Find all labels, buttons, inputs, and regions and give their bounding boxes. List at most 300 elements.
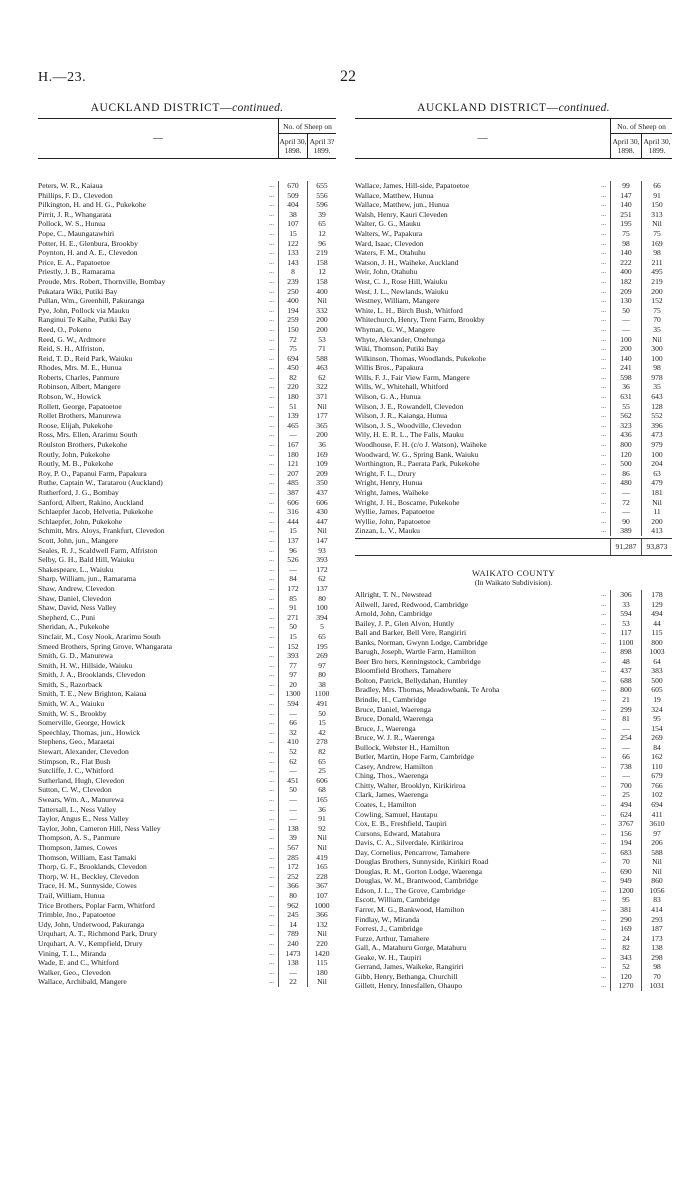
leader-dots: ... [269, 978, 274, 986]
sheep-1899: 556 [307, 191, 336, 201]
sheep-1898: — [610, 743, 641, 753]
leader-dots: ... [269, 757, 274, 765]
owner-name: Wily, H. E. R. L., The Falls, Mauku [355, 430, 464, 440]
leader-dots: ... [269, 258, 274, 266]
leader-dots: ... [601, 373, 606, 381]
sheep-1899: 66 [641, 181, 672, 191]
sheep-1898: 77 [278, 661, 307, 671]
owner-name: Smith, S., Razorback [38, 679, 103, 689]
table-row [38, 632, 336, 642]
owner-name: Bloomfield Brothers, Tamahere [355, 666, 452, 676]
sheep-1899: Nil [307, 833, 336, 843]
owner-name: Roy, P. O., Papanui Farm, Papakura [38, 468, 147, 478]
sheep-1898: 949 [610, 876, 641, 886]
table-row [38, 939, 336, 949]
sheep-1899: 64 [641, 657, 672, 667]
leader-dots: ... [601, 412, 606, 420]
sheep-1899: 15 [307, 718, 336, 728]
owner-name: Shepherd, C., Puni [38, 612, 96, 622]
sheep-1899: 110 [641, 762, 672, 772]
leader-dots: ... [601, 393, 606, 401]
sheep-1899: 978 [641, 373, 672, 383]
sheep-1898: 100 [610, 335, 641, 345]
owner-name: Sanford, Albert, Rakino, Auckland [38, 497, 144, 507]
table-row [355, 790, 672, 800]
table-row [355, 191, 672, 201]
owner-name: Allright, T. N., Newstead [355, 589, 432, 599]
leader-dots: ... [269, 536, 274, 544]
sheep-1898: 15 [278, 632, 307, 642]
table-row [355, 373, 672, 383]
owner-name: Douglas, R. M., Gorton Lodge, Waerenga [355, 866, 483, 876]
leader-dots: ... [269, 805, 274, 813]
sheep-1898: 343 [610, 953, 641, 963]
sheep-1898: 147 [610, 191, 641, 201]
sheep-1898: 140 [610, 354, 641, 364]
sheep-1899: 430 [307, 507, 336, 517]
table-row [38, 843, 336, 853]
sheep-1899: 400 [307, 287, 336, 297]
sheep-1899: 679 [641, 771, 672, 781]
leader-dots: ... [269, 489, 274, 496]
leader-dots: ... [269, 210, 274, 218]
sheep-1899: 1000 [307, 901, 336, 911]
leader-dots: ... [269, 508, 274, 516]
owner-name: Swears, Wm. A., Manurewa [38, 795, 124, 804]
sheep-1899: 411 [641, 810, 672, 820]
leader-dots: ... [269, 930, 274, 938]
table-row [38, 517, 336, 527]
table-row [355, 981, 672, 991]
table-row [38, 881, 336, 891]
sheep-1899: 102 [641, 790, 672, 800]
leader-dots: ... [269, 632, 274, 640]
sheep-1898: 259 [278, 315, 307, 325]
table-row [38, 478, 336, 488]
owner-name: Woodhouse, F. H. (c/o J. Watson), Waiheke [355, 440, 487, 450]
table-row [355, 306, 672, 316]
leader-dots: ... [601, 201, 606, 209]
leader-dots: ... [601, 287, 606, 295]
sheep-1898: 25 [610, 790, 641, 800]
sheep-1899: 169 [307, 450, 336, 460]
sheep-1899: 5 [307, 622, 336, 632]
right-column-header [355, 118, 672, 159]
leader-dots: ... [269, 920, 274, 928]
sheep-1899: Nil [641, 335, 672, 345]
leader-dots: ... [269, 383, 274, 391]
sheep-1899: 178 [641, 590, 672, 600]
table-row [355, 829, 672, 839]
sheep-1898: 72 [610, 498, 641, 508]
owner-name: Phillips, F. D., Clevedon [38, 190, 113, 200]
sheep-1899: 1056 [641, 886, 672, 896]
owner-name: Woodward, W. G., Spring Bank, Waiuku [355, 449, 479, 459]
table-row [38, 872, 336, 882]
table-row [355, 647, 672, 657]
sheep-1898: 15 [278, 526, 307, 536]
sheep-1899: 979 [641, 440, 672, 450]
owner-name: Whyte, Alexander, Onehunga [355, 334, 445, 344]
leader-dots: ... [269, 690, 274, 698]
table-row [355, 905, 672, 915]
sheep-1899: 181 [641, 488, 672, 498]
leader-dots: ... [601, 517, 606, 525]
owner-name: Reed, O., Pokeno [38, 324, 92, 334]
table-row [38, 584, 336, 594]
table-row [38, 440, 336, 450]
leader-dots: ... [601, 638, 606, 646]
leader-dots: ... [269, 738, 274, 746]
sheep-1898: 48 [610, 657, 641, 667]
leader-dots: ... [601, 619, 606, 627]
owner-name: Somerville, George, Howick [38, 718, 126, 728]
owner-name: Edson, J. L., The Grove, Cambridge [355, 885, 465, 895]
sheep-1899: 82 [307, 747, 336, 757]
owner-name: Ailwell, Jared, Redwood, Cambridge [355, 599, 469, 609]
owner-name: Urquhart, A. V., Kempfield, Drury [38, 938, 143, 948]
leader-dots: ... [601, 906, 606, 914]
sheep-1898: 690 [610, 867, 641, 877]
table-row [355, 277, 672, 287]
sheep-1898: 239 [278, 277, 307, 287]
sheep-1898: 404 [278, 200, 307, 210]
sheep-1898: 400 [610, 267, 641, 277]
sheep-1899: 413 [641, 526, 672, 536]
leader-dots: ... [269, 412, 274, 420]
sheep-1898: 3767 [610, 819, 641, 829]
sheep-1898: 381 [610, 905, 641, 915]
table-row [355, 972, 672, 982]
leader-dots: ... [269, 345, 274, 353]
sheep-1898: 138 [278, 824, 307, 834]
sheep-1898: 96 [278, 546, 307, 556]
sheep-1899: 75 [641, 306, 672, 316]
leader-dots: ... [269, 431, 274, 439]
owner-name: Tattersall, L., Ness Valley [38, 804, 117, 814]
sheep-1899: 38 [307, 680, 336, 690]
table-row [38, 296, 336, 306]
owner-name: Ching, Thos., Waerenga [355, 771, 429, 781]
table-row [38, 430, 336, 440]
table-row [38, 642, 336, 652]
owner-name: Whitechurch, Henry, Trent Farm, Brookby [355, 315, 485, 325]
table-row [355, 810, 672, 820]
sheep-1898: 24 [610, 934, 641, 944]
sheep-1899: 495 [641, 267, 672, 277]
sheep-1898: 789 [278, 929, 307, 939]
table-row [355, 258, 672, 268]
sheep-1898: 133 [278, 248, 307, 258]
owner-name: Selby, G. H., Bald Hill, Waiuku [38, 555, 135, 565]
owner-name: Waters, F. M., Otahuhu [355, 248, 426, 258]
left-column [38, 102, 336, 987]
sheep-1898: 389 [610, 526, 641, 536]
owner-name: Schlaepfer Jacob, Helvetia, Pukekohe [38, 507, 153, 517]
leader-dots: ... [269, 872, 274, 880]
owner-name: Westney, William, Mangere [355, 296, 440, 306]
sheep-1898: 509 [278, 191, 307, 201]
table-row [355, 267, 672, 277]
sheep-1898: 1473 [278, 949, 307, 959]
sheep-1898: 598 [610, 373, 641, 383]
sheep-1898: 143 [278, 258, 307, 268]
name-column-header: — [477, 133, 488, 144]
sheep-1899: 437 [307, 488, 336, 498]
owner-name: Worthington, R., Paerata Park, Pukekohe [355, 459, 480, 469]
table-row [355, 450, 672, 460]
owner-name: Sutcliffe, J. C., Whitford [38, 766, 114, 776]
sheep-1898: 138 [278, 958, 307, 968]
sheep-1898: — [610, 325, 641, 335]
table-row [355, 915, 672, 925]
sheep-1899: 324 [641, 705, 672, 715]
leader-dots: ... [601, 629, 606, 637]
table-row [355, 296, 672, 306]
leader-dots: ... [269, 748, 274, 756]
owner-name: Smith, W. A., Waiuku [38, 699, 105, 709]
leader-dots: ... [269, 719, 274, 727]
leader-dots: ... [601, 469, 606, 477]
leader-dots: ... [269, 297, 274, 305]
leader-dots: ... [269, 469, 274, 477]
table-row [355, 838, 672, 848]
owner-name: Casey, Andrew, Hamilton [355, 761, 433, 771]
leader-dots: ... [269, 891, 274, 899]
sheep-1899: 36 [307, 440, 336, 450]
sheep-1898: 82 [610, 943, 641, 953]
table-row [355, 382, 672, 392]
sheep-1899: 147 [307, 536, 336, 546]
sheep-1898: 254 [610, 733, 641, 743]
sheep-1899: 479 [641, 478, 672, 488]
sheep-1898: 694 [278, 354, 307, 364]
leader-dots: ... [601, 460, 606, 468]
sheep-1898: — [610, 771, 641, 781]
owner-name: Rollet Brothers, Manurewa [38, 411, 121, 421]
table-row [355, 848, 672, 858]
leader-dots: ... [269, 546, 274, 554]
owner-name: Cox, E. B., Freshfield, Taupiri [355, 819, 447, 829]
owner-name: Gall, A., Matahuru Gorge, Matahuru [355, 943, 467, 953]
leader-dots: ... [269, 939, 274, 947]
sheep-1898: 251 [610, 210, 641, 220]
table-row [355, 344, 672, 354]
owner-name: Wilson, J. R., Kaianga, Hunua [355, 411, 448, 421]
table-row [38, 737, 336, 747]
sheep-1899: 367 [307, 881, 336, 891]
sheep-1899: 350 [307, 478, 336, 488]
leader-dots: ... [269, 623, 274, 631]
sheep-1899: 371 [307, 392, 336, 402]
sheep-1899: Nil [641, 867, 672, 877]
sheep-1898: 500 [610, 459, 641, 469]
leader-dots: ... [269, 853, 274, 861]
sheep-1898: 50 [610, 306, 641, 316]
owner-name: Stewart, Alexander, Clevedon [38, 747, 129, 757]
owner-name: Priestly, J. B., Ramarama [38, 267, 115, 277]
sheep-1898: 738 [610, 762, 641, 772]
sheep-1898: 1300 [278, 689, 307, 699]
sheep-1898: 800 [610, 685, 641, 695]
leader-dots: ... [269, 450, 274, 458]
owner-name: Roberts, Charles, Panmure [38, 372, 120, 382]
table-row [355, 705, 672, 715]
leader-dots: ... [601, 781, 606, 789]
sheep-1899: 177 [307, 411, 336, 421]
sheep-1898: 182 [610, 277, 641, 287]
owner-name: West, J. L., Newlands, Waiuku [355, 286, 449, 296]
leader-dots: ... [269, 201, 274, 209]
owner-name: Rollett, George, Papatoetoe [38, 401, 122, 411]
table-row [38, 910, 336, 920]
sheep-1898: 99 [610, 181, 641, 191]
leader-dots: ... [601, 306, 606, 314]
leader-dots: ... [601, 450, 606, 458]
table-row [38, 411, 336, 421]
sheep-1898: 562 [610, 411, 641, 421]
sheep-1898: 21 [610, 695, 641, 705]
owner-name: Schmitt, Mrs. Aloys, Frankfurt, Clevedon [38, 526, 165, 536]
sheep-1898: 480 [610, 478, 641, 488]
owner-name: Beer Bro hers, Kenningstock, Cambridge [355, 656, 481, 666]
leader-dots: ... [601, 354, 606, 362]
table-row [355, 953, 672, 963]
total-1899: 93,873 [641, 539, 672, 555]
sheep-1898: 91 [278, 603, 307, 613]
owner-name: Wright, James, Waiheke [355, 488, 429, 497]
sheep-1899: 96 [307, 239, 336, 249]
sheep-1898: 82 [278, 373, 307, 383]
table-row [355, 229, 672, 239]
sheep-1899: 98 [641, 962, 672, 972]
owner-name: Thorp, G. F., Brooklands, Clevedon [38, 862, 147, 872]
sheep-1898: 207 [278, 469, 307, 479]
date-1898-header: April 30, 1898. [279, 134, 308, 159]
sheep-1898: 465 [278, 421, 307, 431]
table-row [38, 747, 336, 757]
sheep-1899: 100 [307, 603, 336, 613]
sheep-1898: — [278, 968, 307, 978]
table-row [355, 210, 672, 220]
sheep-1899: 204 [641, 459, 672, 469]
sheep-1899: 200 [307, 430, 336, 440]
sheep-1899: 206 [641, 838, 672, 848]
table-row [355, 219, 672, 229]
leader-dots: ... [601, 441, 606, 449]
owner-name: Douglas Brothers, Sunnyside, Kirikiri Road [355, 857, 489, 867]
sheep-1898: 53 [610, 619, 641, 629]
table-row [38, 574, 336, 584]
sheep-1899: 396 [641, 421, 672, 431]
sheep-1898: 1100 [610, 638, 641, 648]
sheep-1898: 222 [610, 258, 641, 268]
leader-dots: ... [269, 306, 274, 314]
table-row [38, 958, 336, 968]
owner-name: Thompson, James, Cowes [38, 842, 118, 852]
sheep-1899: 606 [307, 776, 336, 786]
table-row [38, 191, 336, 201]
owner-name: Wilson, G. A., Hunua [355, 392, 421, 402]
leader-dots: ... [601, 657, 606, 665]
leader-dots: ... [601, 858, 606, 866]
sheep-1899: 393 [307, 555, 336, 565]
sheep-1898: 387 [278, 488, 307, 498]
sheep-1899: 44 [641, 619, 672, 629]
leader-dots: ... [601, 743, 606, 751]
sheep-1898: 156 [610, 829, 641, 839]
sheep-1899: 860 [641, 876, 672, 886]
owner-name: Smith, H. W., Hillside, Waiuku [38, 660, 133, 670]
total-label [355, 539, 610, 555]
sheep-1898: 700 [610, 781, 641, 791]
leader-dots: ... [601, 258, 606, 266]
table-row [355, 743, 672, 753]
owner-name: Bullock, Webster H., Hamilton [355, 742, 450, 752]
leader-dots: ... [601, 667, 606, 675]
leader-dots: ... [601, 316, 606, 324]
sheep-1899: 25 [307, 766, 336, 776]
sheep-1898: 285 [278, 853, 307, 863]
sheep-1899: 1420 [307, 949, 336, 959]
sheep-1898: 200 [610, 344, 641, 354]
owner-name: Arnold, John, Cambridge [355, 609, 433, 619]
owner-name: Weir, John, Otahuhu [355, 267, 418, 277]
table-row [38, 977, 336, 987]
leader-dots: ... [269, 556, 274, 564]
sheep-1898: 290 [610, 915, 641, 925]
sheep-1899: 473 [641, 430, 672, 440]
leader-dots: ... [601, 972, 606, 980]
sheep-count-header: No. of Sheep on [611, 119, 673, 134]
table-row [355, 752, 672, 762]
sheep-1899: 115 [307, 958, 336, 968]
sheep-1899: 65 [307, 632, 336, 642]
table-row [38, 949, 336, 959]
table-row [355, 609, 672, 619]
sheep-1899: 65 [307, 219, 336, 229]
table-row [38, 565, 336, 575]
sheep-1898: 52 [610, 962, 641, 972]
leader-dots: ... [601, 820, 606, 828]
owner-name: Thompson, A. S., Panmure [38, 833, 121, 843]
leader-dots: ... [269, 239, 274, 247]
sheep-1898: 122 [278, 239, 307, 249]
sheep-1899: 158 [307, 277, 336, 287]
sheep-1899: 588 [641, 848, 672, 858]
owner-name: Wallace, James, Hill-side, Papatoetoe [355, 181, 470, 190]
owner-name: White, L. H., Birch Bush, Whitford [355, 305, 463, 315]
owner-name: Butler, Martin, Hope Farm, Cambridge [355, 752, 474, 762]
table-row [38, 728, 336, 738]
sheep-1898: — [278, 814, 307, 824]
leader-dots: ... [269, 642, 274, 650]
owner-name: Thorp, W. H., Beckley, Clevedon [38, 871, 139, 881]
leader-dots: ... [269, 421, 274, 429]
table-row [38, 891, 336, 901]
leader-dots: ... [269, 479, 274, 487]
sheep-1899: 200 [641, 287, 672, 297]
sheep-1899: 128 [641, 402, 672, 412]
sheep-1899: 800 [641, 638, 672, 648]
table-row [38, 920, 336, 930]
table-row [38, 613, 336, 623]
sheep-1899: 180 [307, 968, 336, 978]
table-row [38, 670, 336, 680]
leader-dots: ... [269, 373, 274, 381]
sheep-1899: 109 [307, 459, 336, 469]
table-row [355, 924, 672, 934]
